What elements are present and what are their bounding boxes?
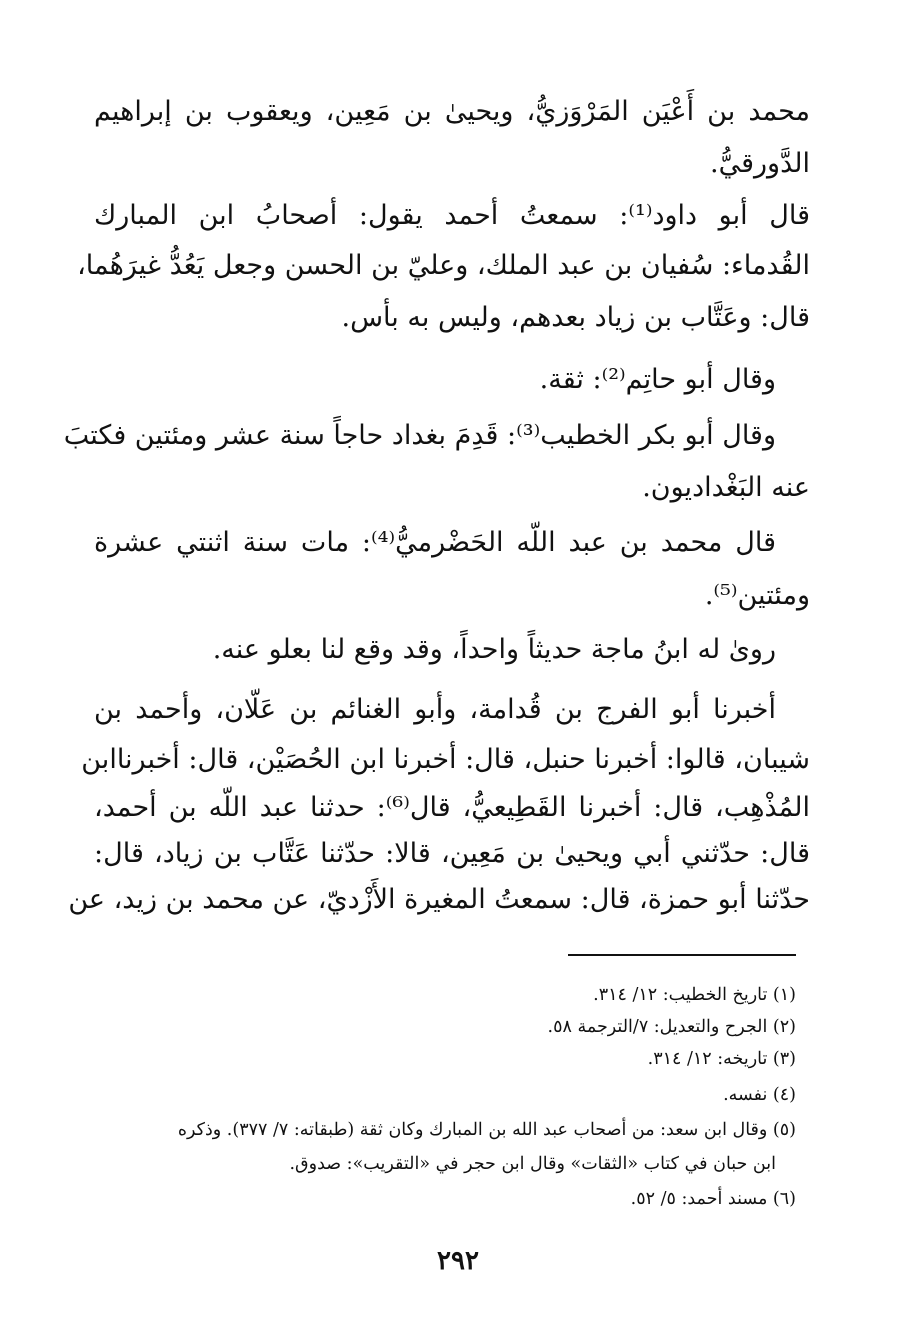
body-line: الدَّورقيُّ. <box>710 148 810 179</box>
body-line: أخبرنا أبو الفرج بن قُدامة، وأبو الغنائم بن عَلّان، وأحمد بن <box>94 694 776 725</box>
body-line: وقال أبو حاتِم⁽²⁾: ثقة. <box>539 364 776 395</box>
body-line: المُذْهِب، قال: أخبرنا القَطِيعيُّ، قال⁽⁶⁾: حدثنا عبد اللّه بن أحمد، <box>94 792 810 823</box>
body-line: ومئتين⁽⁵⁾. <box>704 580 810 611</box>
body-line: حدّثنا أبو حمزة، قال: سمعتُ المغيرة الأَزْديّ، عن محمد بن زيد، عن <box>68 884 810 915</box>
body-line: قال محمد بن عبد اللّه الحَضْرميُّ⁽⁴⁾: مات سنة اثنتي عشرة <box>94 527 777 558</box>
body-line: عنه البَغْداديون. <box>642 472 810 503</box>
body-line: وقال أبو بكر الخطيب⁽³⁾: قَدِمَ بغداد حاجاً سنة عشر ومئتين فكتبَ <box>63 420 776 451</box>
body-line: القُدماء: سُفيان بن عبد الملك، وعليّ بن الحسن وجعل يَعُدُّ غيرَهُما، <box>77 250 810 281</box>
page-number: ٢٩٢ <box>437 1246 479 1276</box>
footnote: (٦) مسند أحمد: ٥/ ٥٢. <box>630 1189 796 1209</box>
body-line: قال أبو داود⁽¹⁾: سمعتُ أحمد يقول: أصحابُ ابن المبارك <box>94 200 810 231</box>
body-line: قال: حدّثني أبي ويحيىٰ بن مَعِين، قالا: حدّثنا عَتَّاب بن زياد، قال: <box>94 838 810 869</box>
footnote: (٢) الجرح والتعديل: ٧/الترجمة ٥٨. <box>547 1017 796 1037</box>
footnote: (٣) تاريخه: ١٢/ ٣١٤. <box>647 1049 796 1069</box>
footnote: ابن حبان في كتاب «الثقات» وقال ابن حجر في «التقريب»: صدوق. <box>289 1154 776 1174</box>
body-line: روىٰ له ابنُ ماجة حديثاً واحداً، وقد وقع لنا بعلو عنه. <box>212 634 776 665</box>
footnote: (٤) نفسه. <box>723 1085 796 1105</box>
body-line: محمد بن أَعْيَن المَرْوَزيُّ، ويحيىٰ بن مَعِين، ويعقوب بن إبراهيم <box>94 96 810 127</box>
footnote: (٥) وقال ابن سعد: من أصحاب عبد الله بن المبارك وكان ثقة (طبقاته: ٧/ ٣٧٧). وذكره <box>177 1120 796 1140</box>
footnote: (١) تاريخ الخطيب: ١٢/ ٣١٤. <box>593 985 796 1005</box>
body-line: شيبان، قالوا: أخبرنا حنبل، قال: أخبرنا ابن الحُصَيْن، قال: أخبرناابن <box>81 744 810 775</box>
footnote-divider <box>568 954 796 956</box>
body-line: قال: وعَتَّاب بن زياد بعدهم، وليس به بأس. <box>341 302 810 333</box>
